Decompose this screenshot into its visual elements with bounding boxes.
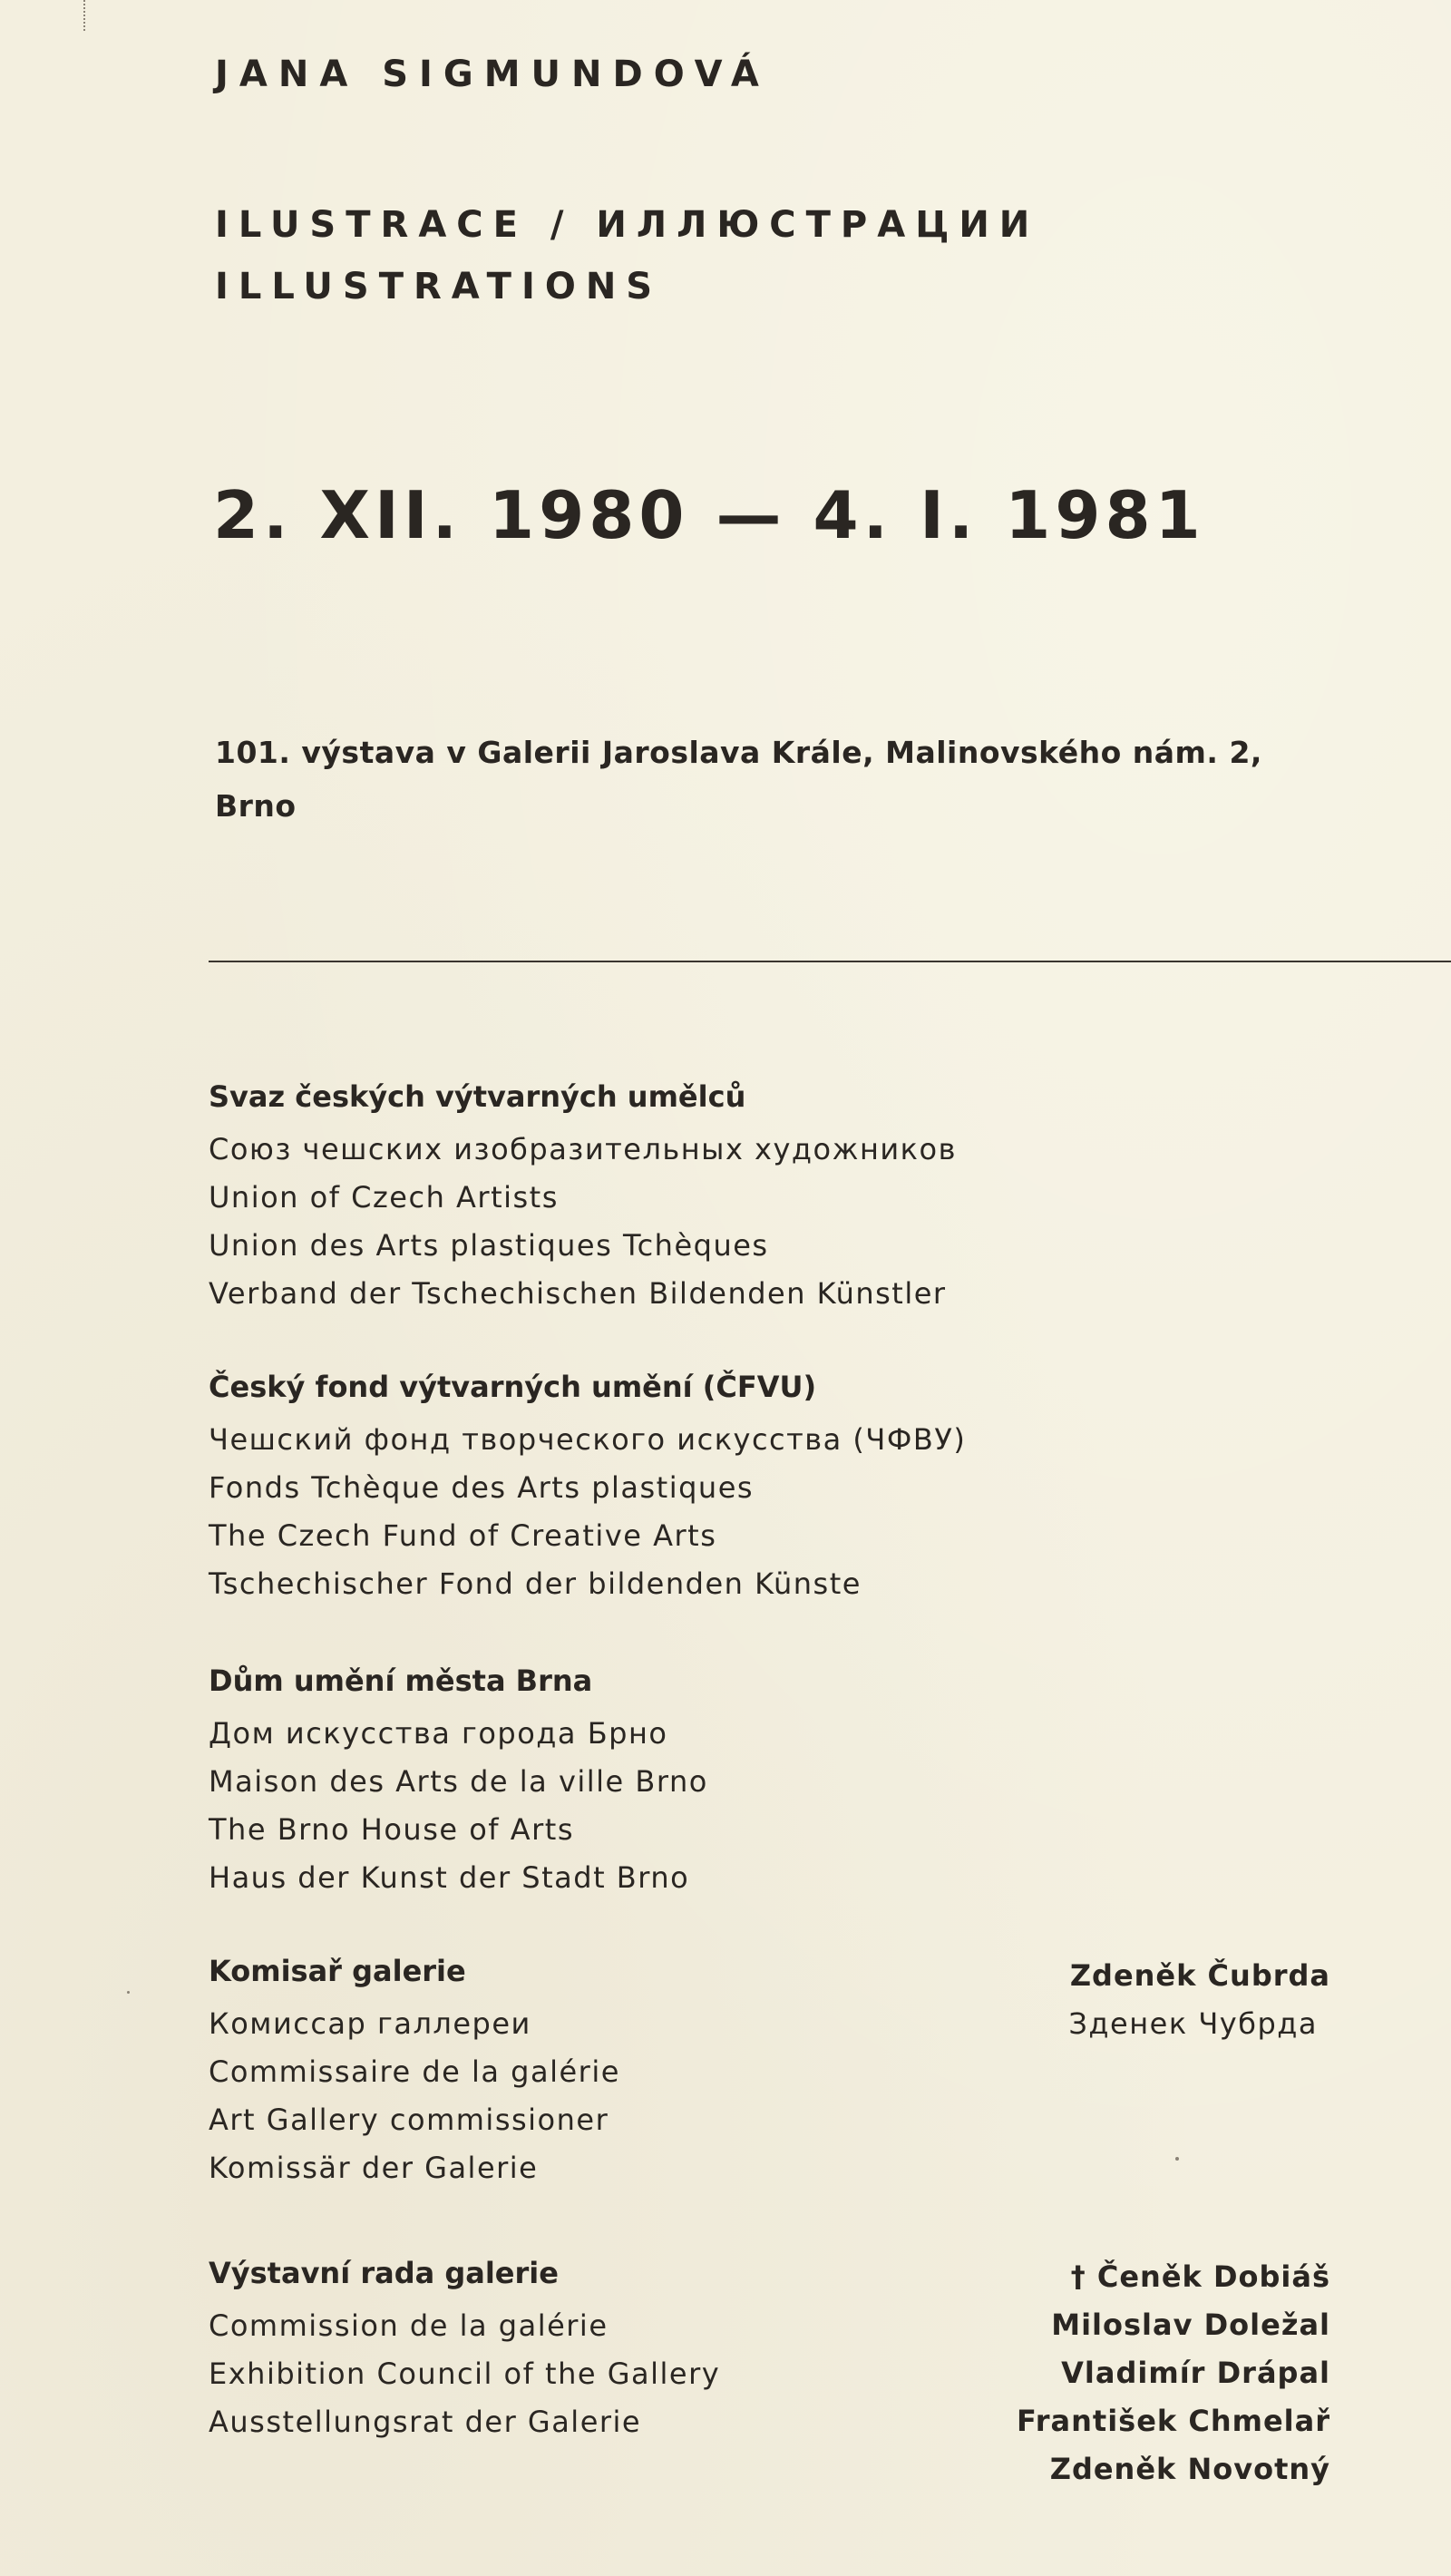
section-line: The Brno House of Arts xyxy=(209,1812,574,1847)
council-member: Zdeněk Novotný xyxy=(1049,2452,1330,2486)
section-line: Fonds Tchèque des Arts plastiques xyxy=(209,1470,755,1505)
section-heading: Komisař galerie xyxy=(209,1954,466,1988)
section-line: Verband der Tschechischen Bildenden Künstler xyxy=(209,1276,947,1311)
commissioner-name-cyrillic: Зденек Чубрда xyxy=(1068,2006,1318,2041)
section-heading: Svaz českých výtvarných umělců xyxy=(209,1079,746,1114)
council-member: František Chmelař xyxy=(1016,2404,1330,2438)
section-line: Ausstellungsrat der Galerie xyxy=(209,2405,642,2439)
paper-speck xyxy=(127,1991,130,1994)
exhibition-title-line-1: ILUSTRACE / ИЛЛЮСТРАЦИИ xyxy=(215,204,1040,246)
section-line: Союз чешских изобразительных художников xyxy=(209,1132,957,1166)
artist-name: JANA SIGMUNDOVÁ xyxy=(215,54,770,95)
section-line: Commissaire de la galérie xyxy=(209,2054,620,2089)
section-line: Haus der Kunst der Stadt Brno xyxy=(209,1860,690,1895)
divider-rule xyxy=(209,961,1451,962)
section-line: Union des Arts plastiques Tchèques xyxy=(209,1228,769,1263)
exhibition-dates: 2. XII. 1980 — 4. I. 1981 xyxy=(213,477,1205,553)
section-line: Чешский фонд творческого искусства (ЧФВУ) xyxy=(209,1422,967,1457)
section-heading: Dům umění města Brna xyxy=(209,1664,593,1698)
venue-line-1: 101. výstava v Galerii Jaroslava Krále, Malinovského nám. 2, xyxy=(215,735,1262,770)
section-line: Tschechischer Fond der bildenden Künste xyxy=(209,1566,862,1601)
venue-line-2: Brno xyxy=(215,788,297,824)
section-line: Комиссар галлереи xyxy=(209,2006,531,2041)
section-heading: Český fond výtvarných umění (ČFVU) xyxy=(209,1370,817,1404)
council-member: † Čeněk Dobiáš xyxy=(1070,2259,1330,2294)
section-line: The Czech Fund of Creative Arts xyxy=(209,1518,717,1553)
section-line: Maison des Arts de la ville Brno xyxy=(209,1764,708,1799)
council-member: Miloslav Doležal xyxy=(1051,2308,1330,2342)
exhibition-title-line-2: ILLUSTRATIONS xyxy=(215,266,663,307)
section-line: Commission de la galérie xyxy=(209,2308,609,2343)
section-line: Дом искусства города Брно xyxy=(209,1716,668,1751)
section-heading: Výstavní rada galerie xyxy=(209,2256,559,2290)
paper-speck xyxy=(1175,2157,1179,2161)
venue-info xyxy=(215,726,1303,833)
binding-mark xyxy=(83,0,87,31)
section-line: Union of Czech Artists xyxy=(209,1180,559,1215)
section-dum xyxy=(209,1657,1025,1902)
council-members xyxy=(786,2253,1330,2493)
section-fond xyxy=(209,1363,1025,1608)
commissioner-name: Zdeněk Čubrda xyxy=(1069,1958,1330,1993)
section-line: Komissär der Galerie xyxy=(209,2151,539,2185)
komisar-names xyxy=(786,1952,1330,2048)
council-member: Vladimír Drápal xyxy=(1061,2356,1330,2390)
section-line: Art Gallery commissioner xyxy=(209,2103,609,2137)
section-svaz xyxy=(209,1073,1025,1318)
section-line: Exhibition Council of the Gallery xyxy=(209,2356,721,2391)
